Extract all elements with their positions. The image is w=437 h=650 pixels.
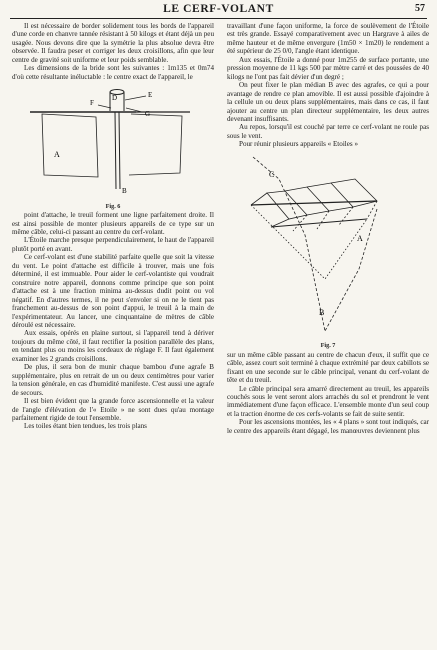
left-column (12, 22, 214, 431)
paragraph: Pour les ascensions montées, les « 4 plans » sont tout indiqués, car le centre des appareils étant dégagé, les manœuvres deviennent plus (227, 418, 429, 435)
label-D: D (112, 94, 118, 103)
paragraph: travaillant d'une façon uniforme, la force de soulèvement de l'Étoile est très grande. Essayé comparativement avec un Hargrave à ailes de même hauteur et de même envergure (1m50 × 1m20) le rendement a été supérieur de 25 0/0, l'angle étant identique. (227, 22, 429, 56)
paragraph: Les toiles étant bien tendues, les trois plans (24, 422, 147, 431)
figure-6 (12, 81, 214, 211)
label-A: A (54, 150, 60, 160)
label-E: E (148, 91, 153, 100)
figure-caption: Fig. 7 (320, 342, 336, 350)
paragraph: Aux essais, opérés en plaine surtout, si l'appareil tend à dériver toujours du même côté, il faut rectifier la position parallèle des plans, en tendant plus ou moins les cordeaux de réglage F. Il faut également examiner les 2 grands croisillons. (12, 329, 214, 363)
paragraph: Il est nécessaire de border solidement tous les bords de l'appareil d'une corde en chanvre tannée résistant à 50 kilogs et étant déjà un peu usagée. Nous devons dire que la symétrie la plus absolue devra être observée. Il faudra peser et corriger les deux croisillons, afin que leur centre de gravité soit uniforme et leur poids semblable. (12, 22, 214, 64)
figure-7 (227, 149, 429, 351)
paragraph: sur un même câble passant au centre de chacun d'eux, il suffit que ce câble, assez court soit terminé à chaque extrémité par deux cabillots se fixant en une seconde sur le câble principal, venant du cerf-volant de tête et du treuil. (227, 350, 429, 385)
figure-caption: Fig. 6 (105, 202, 121, 210)
figure-7-drawing (227, 149, 429, 339)
paragraph: L'Étoile marche presque perpendiculairement, le haut de l'appareil plutôt porté en avant. (12, 236, 214, 253)
label-B: B (319, 307, 325, 317)
label-F: F (90, 99, 94, 108)
label-B: B (122, 187, 127, 196)
paragraph: point d'attache, le treuil forment une ligne parfaitement droite. Il est ainsi possible de monter plusieurs appareils de ce type sur un même câble, celui-ci passant au centre du cerf-volant. (12, 211, 214, 236)
label-A: A (357, 233, 363, 243)
paragraph: Aux essais, l'Étoile a donné pour 1m255 de surface portante, une pression moyenne de 11 kgs 500 par mètre carré et des poussées de 40 kilogs ne l'ont pas fait dévier d'un degré ; (227, 55, 429, 81)
page-header (10, 2, 427, 19)
page-number: 57 (415, 3, 425, 14)
paragraph: De plus, il sera bon de munir chaque bambou d'une agrafe B supplémentaire, plus en retrait de un ou deux centimètres pour varier la tension générale, en cas d'humidité manifeste. C'est aussi une agrafe de secours. (12, 363, 214, 397)
paragraph: Les dimensions de la bride sont les suivantes : 1m135 et 0m74 d'où cette résultante inéluctable : le centre exact de l'appareil, le (12, 64, 214, 81)
label-C: C (269, 169, 275, 179)
paragraph: On peut fixer le plan médian B avec des agrafes, ce qui a pour avantage de rendre ce plan amovible. Il est aussi possible d'ajoindre à la cellule un ou deux plans supplémentaires, mais dans ce cas, il faut ajouter au centre un plan directeur supplémentaire, les deux autres devenant insuffisants. (227, 81, 429, 123)
right-column (227, 22, 429, 435)
running-title: LE CERF-VOLANT (163, 3, 274, 15)
paragraph: Il est bien évident que la grande force ascensionnelle et la valeur de l'angle d'élévation de l'« Etoile » ne sont dues qu'au montage parfaitement rigide de tout l'ensemble. (12, 397, 214, 422)
figure-6-drawing (12, 81, 214, 199)
paragraph: Au repos, lorsqu'il est couché par terre ce cerf-volant ne roule pas sous le vent. (227, 123, 429, 140)
paragraph: Pour réunir plusieurs appareils « Etoiles » (239, 140, 358, 149)
label-G: G (145, 110, 151, 119)
paragraph: Ce cerf-volant est d'une stabilité parfaite quelle que soit la vitesse du vent. Le point d'attache est difficile à trouver, mais une fois déterminé, il est immuable. Pour aider le cerf-volantiste qui voudrait construire notre appareil, donnons comme principe que son point d'attache est à une fraction minima au-dessus dudit point ou vol négatif. En d'autres termes, il ne peut s'envoler si on ne le tient pas franchement au-dessus de son point d'appui, le treuil à la main de l'expérimentateur. Au lancer, une cinquantaine de mètres de câble déroulé est nécessaire. (12, 253, 214, 329)
paragraph: Le câble principal sera amarré directement au treuil, les appareils couchés sous le vent seront alors arrachés du sol et prendront le vent immédiatement d'une façon efficace. L'ensemble monte d'un seul coup et la traction énorme de ces cerfs-volants se fait de suite sentir. (227, 384, 429, 418)
